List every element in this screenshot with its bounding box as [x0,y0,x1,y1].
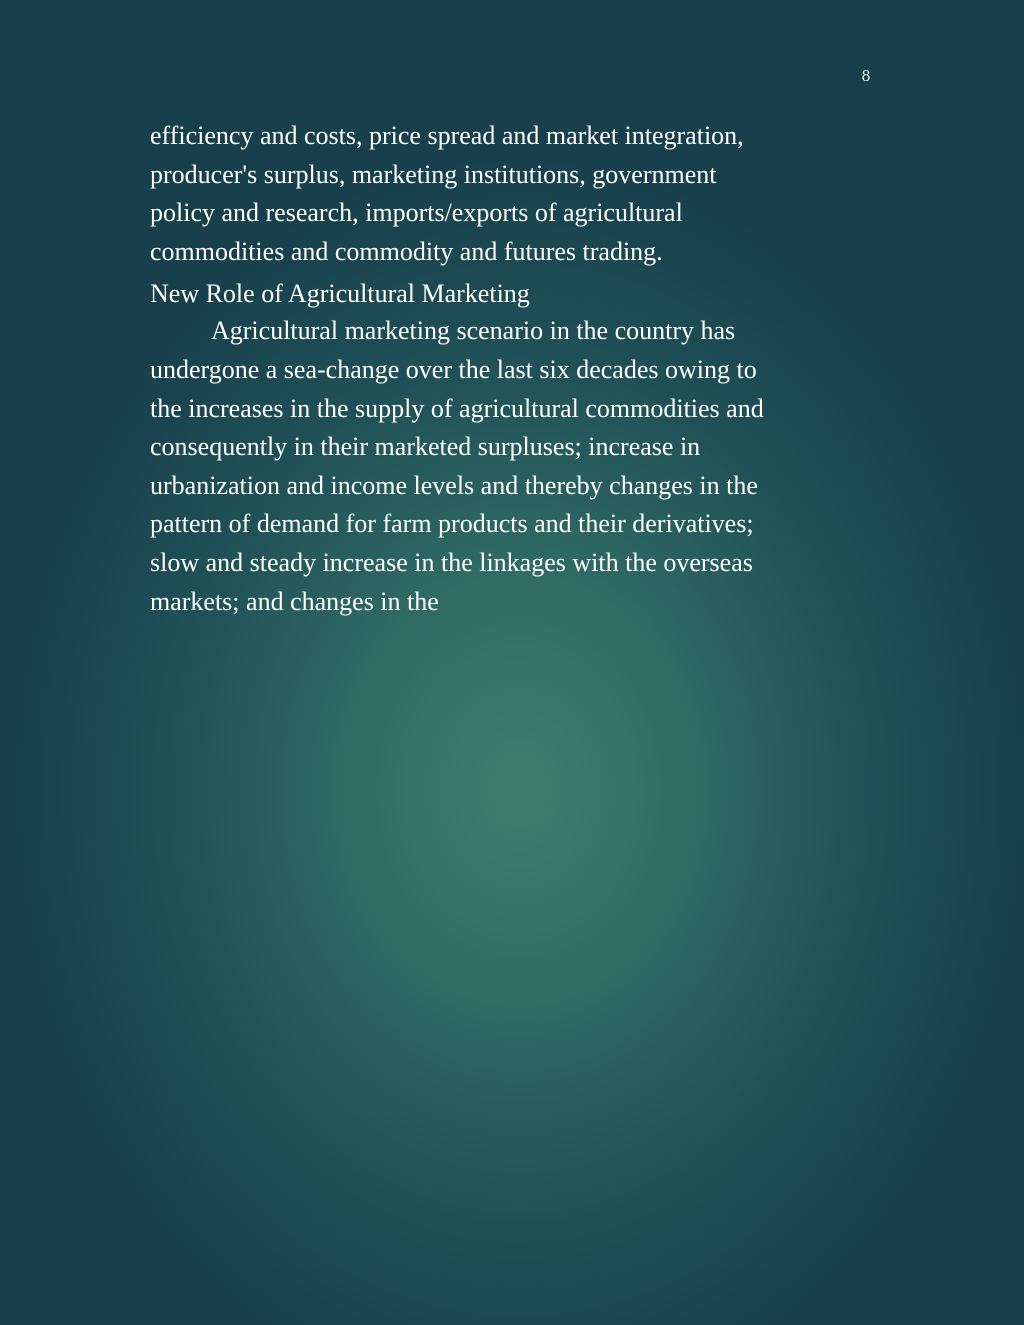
text-line: policy and research, imports/exports of agricultural [150,198,683,228]
text-line: commodities and commodity and futures trading. [150,236,663,266]
text-line: urbanization and income levels and thereby changes in the [150,470,758,500]
text-line: pattern of demand for farm products and their derivatives; [150,509,754,539]
text-line: markets; and changes in the [150,586,439,616]
page-body [150,117,890,621]
text-line: efficiency and costs, price spread and market integration, [150,121,744,150]
intro-paragraph [150,117,890,271]
text-line: producer's surplus, marketing institutions, government [150,159,717,189]
section-heading: New Role of Agricultural Marketing [150,279,530,309]
body-paragraph [150,312,890,621]
text-line: slow and steady increase in the linkages with the overseas [150,547,753,577]
text-line: the increases in the supply of agricultural commodities and [150,393,764,423]
text-line: consequently in their marketed surpluses; increase in [150,432,701,462]
text-line: undergone a sea-change over the last six decades owing to [150,354,757,384]
page-number: 8 [861,66,871,85]
text-line: Agricultural marketing scenario in the country has [211,316,736,346]
